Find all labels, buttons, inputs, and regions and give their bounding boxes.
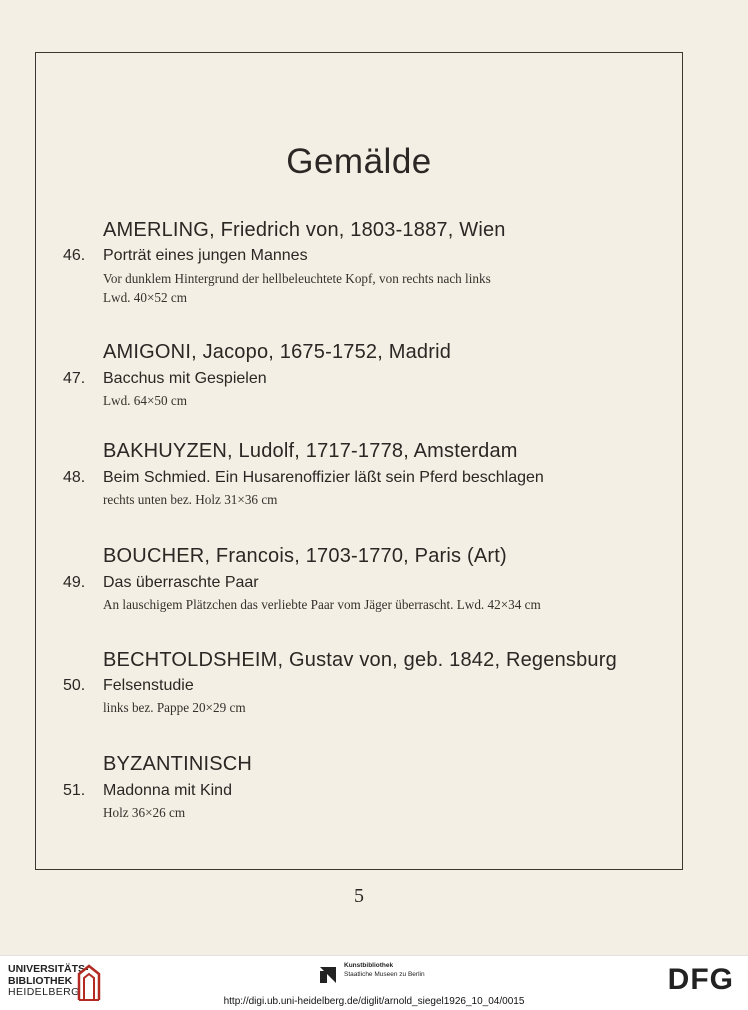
library-name-line2: BIBLIOTHEK xyxy=(8,974,73,987)
artwork-title: Das überraschte Paar xyxy=(103,574,259,591)
artist-heading: BOUCHER, Francois, 1703-1770, Paris (Art) xyxy=(103,545,507,567)
artist-heading: AMERLING, Friedrich von, 1803-1887, Wien xyxy=(103,219,506,241)
artist-heading: AMIGONI, Jacopo, 1675-1752, Madrid xyxy=(103,341,452,363)
catalog-number: 47. xyxy=(63,370,86,387)
permalink-url[interactable]: http://digi.ub.uni-heidelberg.de/diglit/arnold_siegel1926_10_04/0015 xyxy=(223,996,525,1007)
catalog-number: 51. xyxy=(63,782,86,799)
artist-heading: BECHTOLDSHEIM, Gustav von, geb. 1842, Regensburg xyxy=(103,649,617,671)
catalog-number: 49. xyxy=(63,574,86,591)
artwork-dimensions: Holz 36×26 cm xyxy=(103,805,186,820)
artwork-title: Felsenstudie xyxy=(103,677,194,694)
artwork-description: Vor dunklem Hintergrund der hellbeleuchtete Kopf, von rechts nach links xyxy=(103,271,491,286)
artwork-dimensions: Lwd. 64×50 cm xyxy=(103,393,187,408)
catalog-number: 50. xyxy=(63,677,86,694)
artwork-title: Madonna mit Kind xyxy=(103,782,232,799)
artwork-title: Porträt eines jungen Mannes xyxy=(103,247,308,264)
artist-heading: BAKHUYZEN, Ludolf, 1717-1778, Amsterdam xyxy=(103,440,518,462)
artwork-description: An lauschigem Plätzchen das verliebte Paar vom Jäger überrascht. Lwd. 42×34 cm xyxy=(103,597,541,612)
catalog-number: 46. xyxy=(63,247,86,264)
library-name-line1: UNIVERSITÄTS- xyxy=(8,963,89,975)
page-number: 5 xyxy=(354,885,364,907)
artist-heading: BYZANTINISCH xyxy=(103,753,253,775)
artwork-dimensions: links bez. Pappe 20×29 cm xyxy=(103,700,246,715)
kb-name: Kunstbibliothek xyxy=(344,962,394,969)
artwork-dimensions: Lwd. 40×52 cm xyxy=(103,290,187,305)
kb-subname: Staatliche Museen zu Berlin xyxy=(344,971,425,978)
page-title: Gemälde xyxy=(286,142,432,181)
catalog-number: 48. xyxy=(63,469,86,486)
dfg-logo[interactable]: DFG xyxy=(667,963,734,996)
artwork-dimensions: rechts unten bez. Holz 31×36 cm xyxy=(103,492,278,507)
library-name-line3: HEIDELBERG xyxy=(8,986,80,998)
artwork-title: Beim Schmied. Ein Husarenoffizier läßt sein Pferd beschlagen xyxy=(103,469,544,486)
artwork-title: Bacchus mit Gespielen xyxy=(103,370,267,387)
kunstbibliothek-logo-icon[interactable] xyxy=(318,965,338,985)
kunstbibliothek-label[interactable] xyxy=(344,961,425,979)
